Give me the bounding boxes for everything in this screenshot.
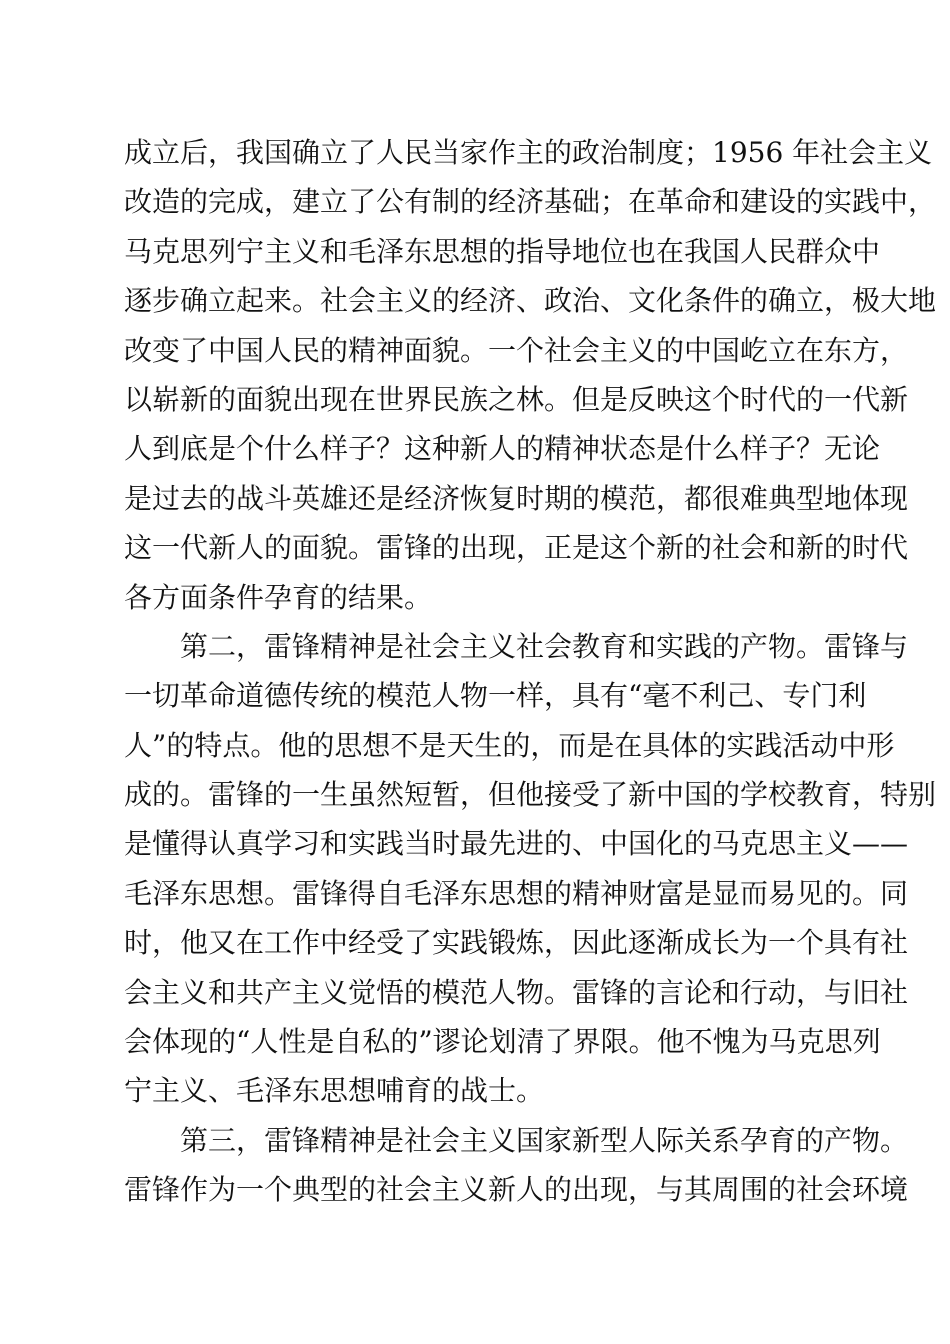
paragraph-line: 逐步确立起来。社会主义的经济、政治、文化条件的确立，极大地 bbox=[124, 284, 937, 318]
paragraph-line: 是懂得认真学习和实践当时最先进的、中国化的马克思主义—— bbox=[124, 827, 909, 861]
paragraph-line: 人到底是个什么样子？这种新人的精神状态是什么样子？无论 bbox=[124, 432, 881, 466]
paragraph-line: 第二，雷锋精神是社会主义社会教育和实践的产物。雷锋与 bbox=[180, 629, 909, 663]
paragraph-line: 时，他又在工作中经受了实践锻炼，因此逐渐成长为一个具有社 bbox=[124, 926, 909, 960]
paragraph-1 bbox=[124, 128, 937, 622]
paragraph-line: 宁主义、毛泽东思想哺育的战士。 bbox=[124, 1074, 545, 1108]
paragraph-line: 改造的完成，建立了公有制的经济基础；在革命和建设的实践中， bbox=[124, 185, 937, 219]
paragraph-line: 人”的特点。他的思想不是天生的，而是在具体的实践活动中形 bbox=[124, 728, 895, 762]
body-text bbox=[124, 128, 937, 1215]
paragraph-line: 各方面条件孕育的结果。 bbox=[124, 580, 433, 614]
paragraph-line: 以崭新的面貌出现在世界民族之林。但是反映这个时代的一代新 bbox=[124, 382, 909, 416]
paragraph-line: 马克思列宁主义和毛泽东思想的指导地位也在我国人民群众中 bbox=[124, 234, 881, 268]
paragraph-line: 雷锋作为一个典型的社会主义新人的出现，与其周围的社会环境 bbox=[124, 1173, 909, 1207]
paragraph-line: 一切革命道德传统的模范人物一样，具有“毫不利己、专门利 bbox=[124, 679, 867, 713]
paragraph-line: 会主义和共产主义觉悟的模范人物。雷锋的言论和行动，与旧社 bbox=[124, 975, 909, 1009]
paragraph-line: 这一代新人的面貌。雷锋的出现，正是这个新的社会和新的时代 bbox=[124, 531, 909, 565]
paragraph-line: 改变了中国人民的精神面貌。一个社会主义的中国屹立在东方， bbox=[124, 333, 909, 367]
paragraph-line: 第三，雷锋精神是社会主义国家新型人际关系孕育的产物。 bbox=[180, 1123, 909, 1157]
paragraph-line: 毛泽东思想。雷锋得自毛泽东思想的精神财富是显而易见的。同 bbox=[124, 876, 909, 910]
paragraph-2 bbox=[124, 622, 937, 1116]
paragraph-3 bbox=[124, 1116, 909, 1215]
paragraph-line: 成立后，我国确立了人民当家作主的政治制度；1956 年社会主义 bbox=[124, 136, 933, 169]
paragraph-line: 会体现的“人性是自私的”谬论划清了界限。他不愧为马克思列 bbox=[124, 1025, 881, 1059]
paragraph-line: 是过去的战斗英雄还是经济恢复时期的模范，都很难典型地体现 bbox=[124, 481, 909, 515]
paragraph-line: 成的。雷锋的一生虽然短暂，但他接受了新中国的学校教育，特别 bbox=[124, 778, 937, 812]
